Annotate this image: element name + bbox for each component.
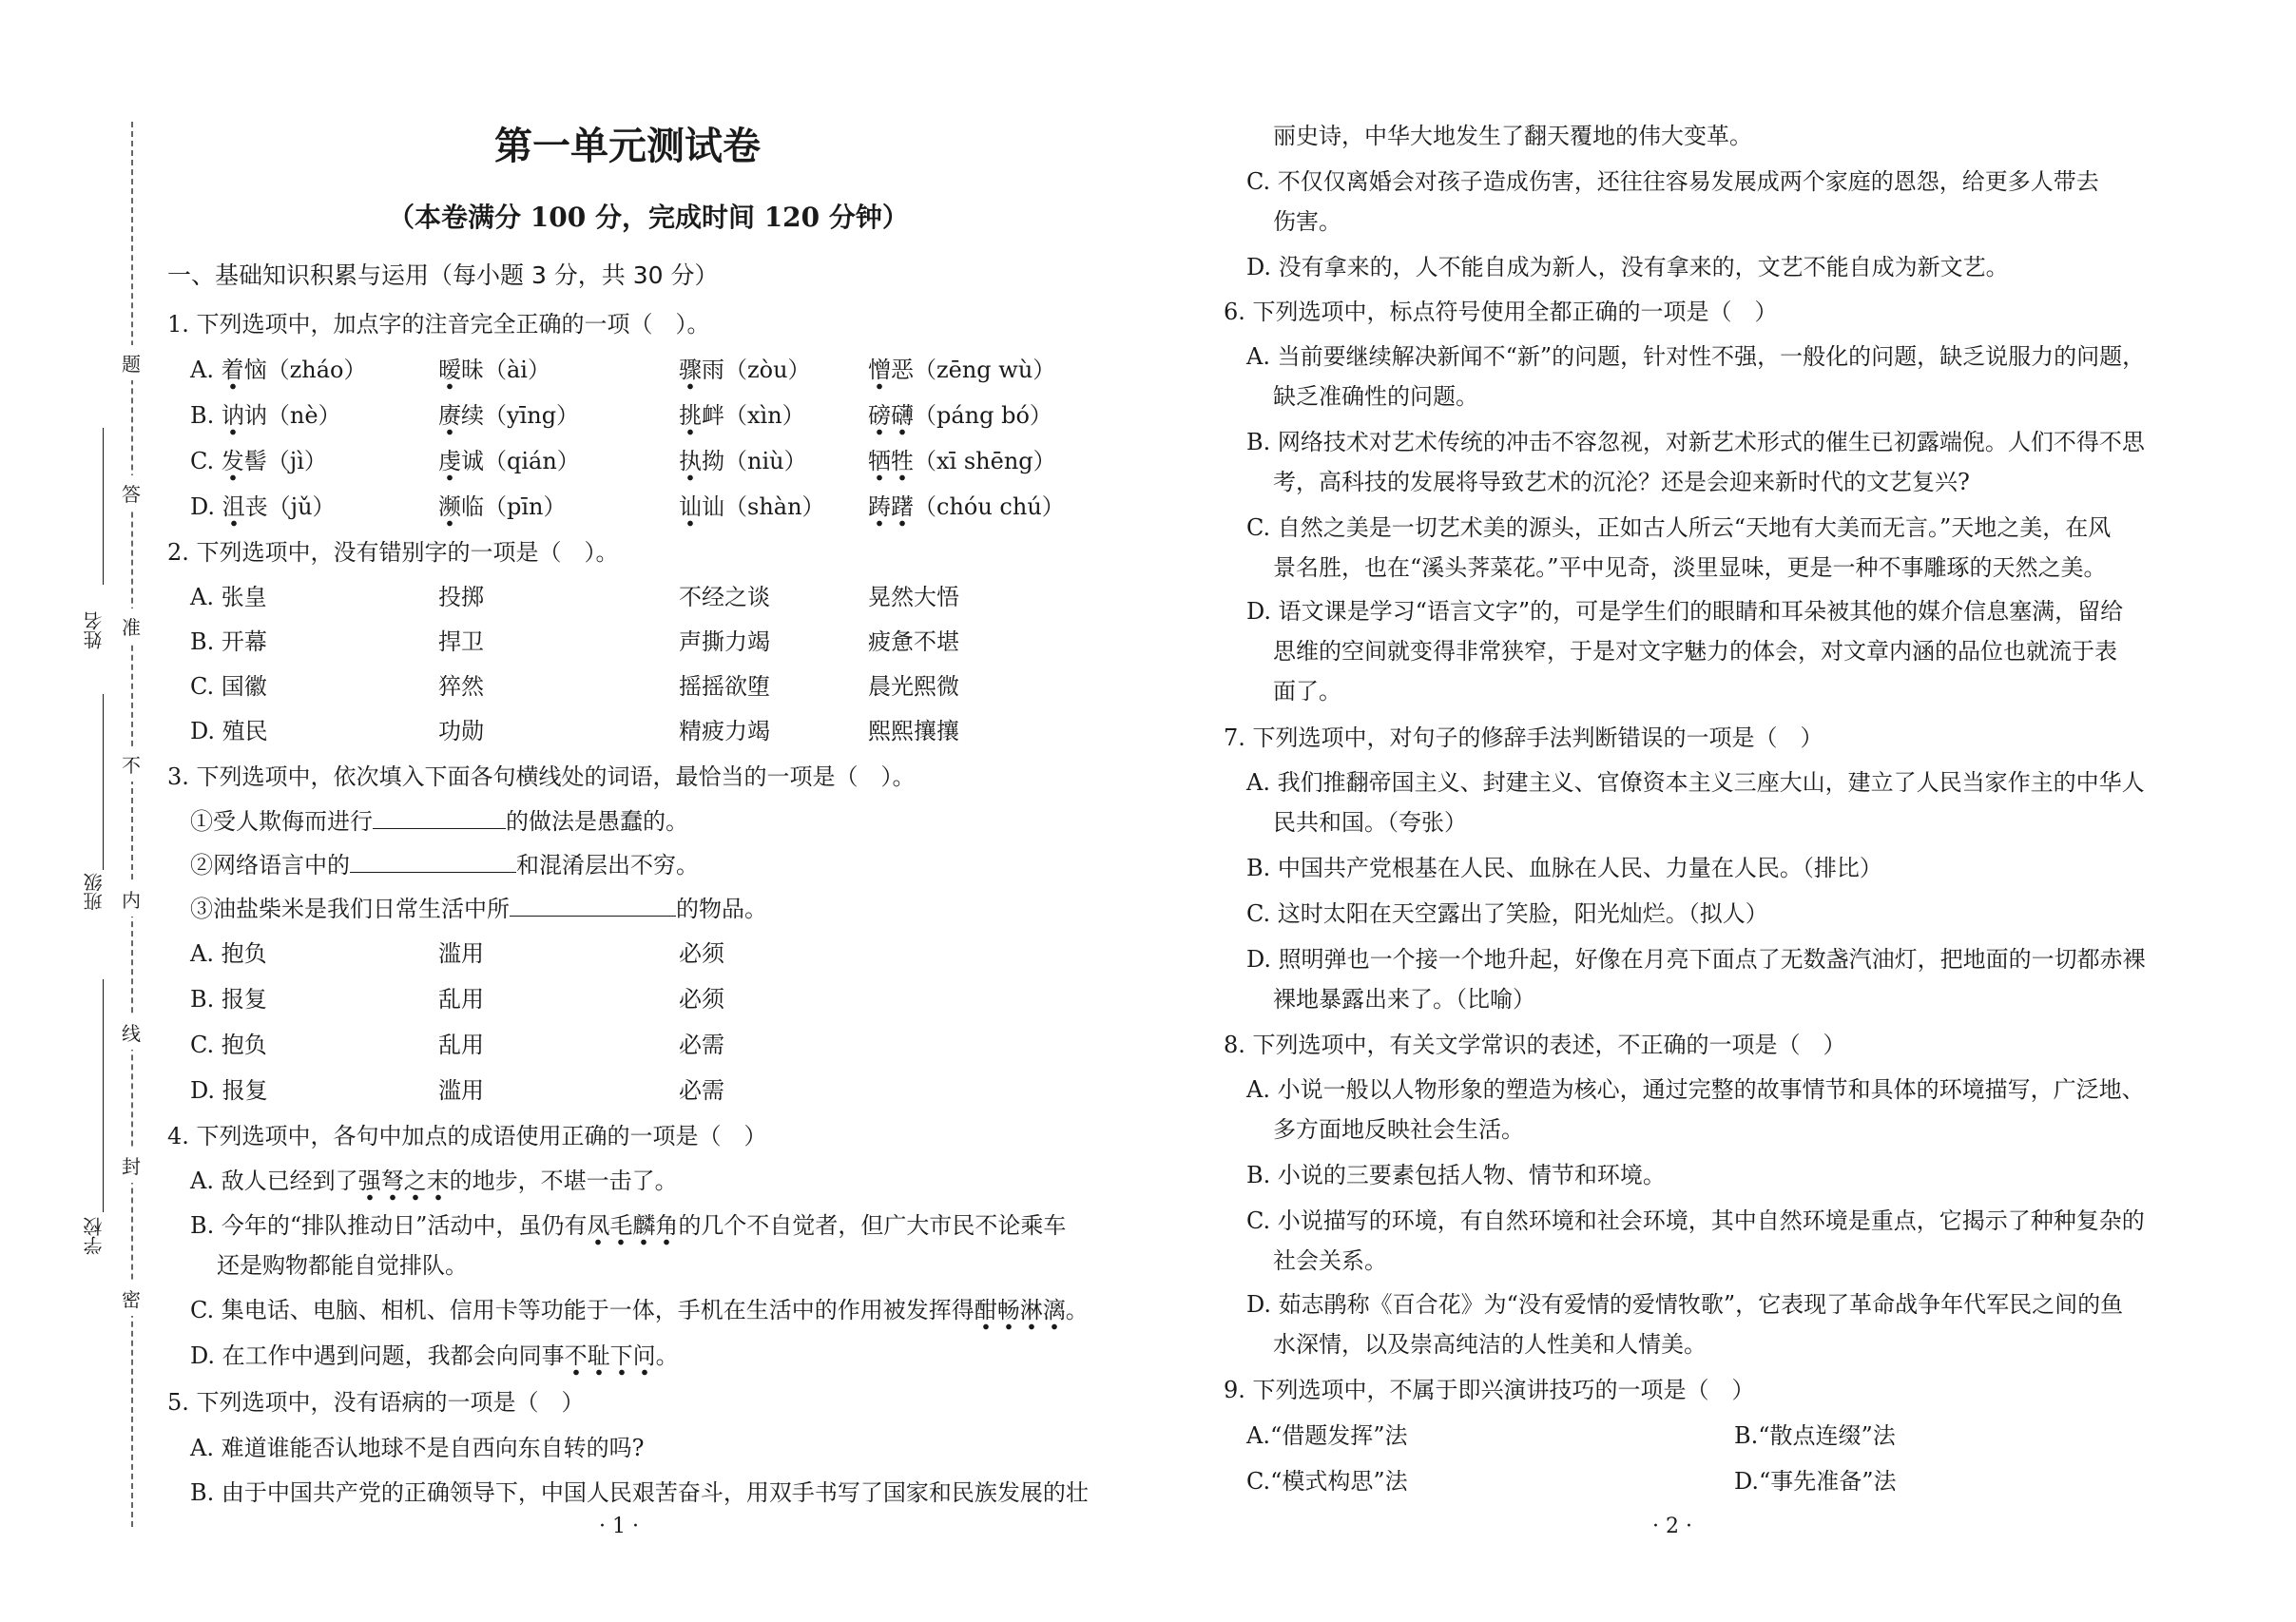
seal-char: 封 [120, 1148, 143, 1183]
q7-option-a: A. 我们推翻帝国主义、封建主义、官僚资本主义三座大山，建立了人民当家作主的中华人 [1246, 769, 2145, 796]
school-field-label: 学校 [83, 1217, 106, 1255]
q2-option: 猝然 [438, 673, 484, 700]
page-number-1: · 1 · [599, 1515, 639, 1538]
q3-option: 滥用 [438, 1077, 484, 1104]
q3-option: 乱用 [438, 986, 484, 1013]
page-number-2: · 2 · [1652, 1515, 1692, 1538]
q7-option-d: D. 照明弹也一个接一个地升起，好像在月亮下面点了无数盏汽油灯，把地面的一切都赤裸 [1246, 946, 2146, 973]
q2-option: 晃然大悟 [868, 584, 959, 610]
q5-option-c-cont: 伤害。 [1273, 208, 1341, 235]
seal-char: 准 [120, 608, 143, 644]
q3-option: 滥用 [438, 940, 484, 967]
q6-option-c-cont: 景名胜，也在“溪头荠菜花。”平中见奇，淡里显味，更是一种不事雕琢的天然之美。 [1273, 554, 2107, 581]
q4-option-d: D. 在工作中遇到问题，我都会向同事不耻下问。 [190, 1342, 679, 1370]
q6-option-b: B. 网络技术对艺术传统的冲击不容忽视，对新艺术形式的催生已初露端倪。人们不得不思 [1246, 429, 2145, 455]
q7-option-a-cont: 民共和国。（夸张） [1273, 809, 1467, 836]
q5-option-a: A. 难道谁能否认地球不是自西向东自转的吗? [190, 1435, 645, 1461]
class-field-label: 班级 [83, 873, 106, 911]
q6-option-a: A. 当前要继续解决新闻不“新”的问题，针对性不强，一般化的问题，缺乏说服力的问题， [1246, 343, 2146, 370]
q3-option: 必需 [679, 1032, 724, 1058]
q6-option-b-cont: 考，高科技的发展将导致艺术的沉沦？还是会迎来新时代的文艺复兴? [1273, 469, 1970, 495]
page-subtitle: （本卷满分 100 分，完成时间 120 分钟） [388, 202, 909, 233]
answer-blank[interactable] [373, 809, 506, 829]
seal-char: 内 [120, 881, 143, 917]
q8-option-c: C. 小说描写的环境，有自然环境和社会环境，其中自然环境是重点，它揭示了种种复杂的 [1246, 1207, 2145, 1234]
q2-option: 功勋 [438, 718, 484, 744]
q3-sentence-2: ②网络语言中的 和混淆层出不穷。 [190, 852, 699, 879]
q2-option: 精疲力竭 [679, 718, 770, 744]
name-field-line [103, 428, 104, 585]
q3-option: B. 报复 [190, 986, 267, 1013]
q1-option-b1: B. 讷讷（nè） [190, 401, 341, 430]
q1-option-a4: 憎恶（zēng wù） [868, 356, 1055, 384]
q3-stem: 3. 下列选项中，依次填入下面各句横线处的词语，最恰当的一项是（ ）。 [167, 763, 916, 790]
q2-option: 晨光熙微 [868, 673, 959, 700]
q1-option-b3: 挑衅（xìn） [679, 401, 805, 430]
q6-option-d-cont: 面了。 [1273, 678, 1341, 705]
q1-option-b4: 磅礴（páng bó） [868, 401, 1052, 430]
q1-option-b2: 赓续（yīng） [438, 401, 579, 430]
q4-option-a: A. 敌人已经到了强弩之末的地步，不堪一击了。 [190, 1167, 678, 1195]
q3-option: A. 抱负 [190, 940, 267, 967]
q8-option-a-cont: 多方面地反映社会生活。 [1273, 1116, 1524, 1143]
q7-stem: 7. 下列选项中，对句子的修辞手法判断错误的一项是（ ） [1224, 724, 1823, 751]
answer-blank[interactable] [510, 897, 676, 917]
q5-option-b: B. 由于中国共产党的正确领导下，中国人民艰苦奋斗，用双手书写了国家和民族发展的壮 [190, 1479, 1089, 1506]
seal-char: 密 [120, 1281, 143, 1316]
q8-option-a: A. 小说一般以人物形象的塑造为核心，通过完整的故事情节和具体的环境描写，广泛地、 [1246, 1076, 2145, 1103]
q9-option-a: A.“借题发挥”法 [1246, 1422, 1408, 1449]
q9-stem: 9. 下列选项中，不属于即兴演讲技巧的一项是（ ） [1224, 1377, 1755, 1403]
q4-option-b-cont: 还是购物都能自觉排队。 [217, 1252, 468, 1279]
q3-sentence-1: ①受人欺侮而进行 的做法是愚蠢的。 [190, 808, 688, 835]
page-title: 第一单元测试卷 [494, 124, 761, 168]
name-field-label: 姓名 [83, 611, 106, 649]
q8-option-b: B. 小说的三要素包括人物、情节和环境。 [1246, 1162, 1666, 1188]
section-heading: 一、基础知识积累与运用（每小题 3 分，共 30 分） [167, 261, 719, 289]
q2-option: 声撕力竭 [679, 628, 770, 655]
q7-option-c: C. 这时太阳在天空露出了笑脸，阳光灿烂。（拟人） [1246, 900, 1768, 927]
q3-option: 必须 [679, 940, 724, 967]
binding-line [131, 122, 133, 1527]
q2-stem: 2. 下列选项中，没有错别字的一项是（ ）。 [167, 539, 619, 566]
q6-option-c: C. 自然之美是一切艺术美的源头，正如古人所云“天地有大美而无言。”天地之美，在风 [1246, 514, 2112, 541]
q1-option-d4: 踌躇（chóu chú） [868, 492, 1065, 521]
class-field-line [103, 694, 104, 870]
q2-option: 捍卫 [438, 628, 484, 655]
q2-option: 不经之谈 [679, 584, 770, 610]
q7-option-d-cont: 裸地暴露出来了。（比喻） [1273, 986, 1535, 1013]
q1-option-d3: 讪讪（shàn） [679, 492, 825, 521]
q3-sentence-3: ③油盐柴米是我们日常生活中所 的物品。 [190, 896, 767, 922]
q8-option-d: D. 茹志鹃称《百合花》为“没有爱情的爱情牧歌”，它表现了革命战争年代军民之间的鱼 [1246, 1291, 2124, 1318]
q1-option-d2: 濒临（pīn） [438, 492, 567, 521]
q1-option-d1: D. 沮丧（jǔ） [190, 492, 336, 521]
q9-option-c: C.“模式构思”法 [1246, 1468, 1408, 1495]
q4-stem: 4. 下列选项中，各句中加点的成语使用正确的一项是（ ） [167, 1123, 767, 1149]
q3-option: 必需 [679, 1077, 724, 1104]
q5-option-c: C. 不仅仅离婚会对孩子造成伤害，还往往容易发展成两个家庭的恩怨，给更多人带去 [1246, 168, 2099, 195]
q6-option-d: D. 语文课是学习“语言文字”的，可是学生们的眼睛和耳朵被其他的媒介信息塞满，留给 [1246, 598, 2124, 625]
q1-stem: 1. 下列选项中，加点字的注音完全正确的一项（ ）。 [167, 311, 710, 338]
q2-option: 疲惫不堪 [868, 628, 959, 655]
q3-option: 乱用 [438, 1032, 484, 1058]
q2-option: B. 开幕 [190, 628, 267, 655]
q5-option-b-cont: 丽史诗，中华大地发生了翻天覆地的伟大变革。 [1273, 123, 1752, 149]
q7-option-b: B. 中国共产党根基在人民、血脉在人民、力量在人民。（排比） [1246, 855, 1882, 881]
q2-option: A. 张皇 [190, 584, 267, 610]
school-field-line [103, 979, 104, 1212]
seal-char: 题 [120, 345, 143, 380]
answer-blank[interactable] [350, 853, 516, 873]
q6-option-a-cont: 缺乏准确性的问题。 [1273, 383, 1478, 410]
q4-option-c: C. 集电话、电脑、相机、信用卡等功能于一体，手机在生活中的作用被发挥得酣畅淋漓。 [190, 1296, 1089, 1324]
q6-option-d-cont: 思维的空间就变得非常狭窄，于是对文字魅力的体会，对文章内涵的品位也就流于表 [1273, 638, 2117, 665]
q1-option-c3: 执拗（niù） [679, 447, 807, 475]
q1-option-a2: 暧昧（ài） [438, 356, 550, 384]
q4-option-b: B. 今年的“排队推动日”活动中，虽仍有凤毛麟角的几个不自觉者，但广大市民不论乘车 [190, 1211, 1066, 1240]
q8-stem: 8. 下列选项中，有关文学常识的表述，不正确的一项是（ ） [1224, 1032, 1846, 1058]
q2-option: 投掷 [438, 584, 484, 610]
q1-option-c1: C. 发髻（jì） [190, 447, 327, 475]
q9-option-b: B.“散点连缀”法 [1734, 1422, 1896, 1449]
seal-char: 答 [120, 475, 143, 511]
q3-option: D. 报复 [190, 1077, 268, 1104]
q8-option-c-cont: 社会关系。 [1273, 1247, 1387, 1274]
q3-option: 必须 [679, 986, 724, 1013]
q2-option: D. 殖民 [190, 718, 268, 744]
q2-option: 熙熙攘攘 [868, 718, 959, 744]
seal-char: 线 [120, 1014, 143, 1050]
q5-stem: 5. 下列选项中，没有语病的一项是（ ） [167, 1389, 585, 1416]
seal-char: 不 [120, 746, 143, 782]
q8-option-d-cont: 水深情，以及崇高纯洁的人性美和人情美。 [1273, 1331, 1707, 1358]
q2-option: 摇摇欲堕 [679, 673, 770, 700]
q1-option-c2: 虔诚（qián） [438, 447, 580, 475]
q1-option-a1: A. 着恼（zháo） [190, 356, 366, 384]
q2-option: C. 国徽 [190, 673, 267, 700]
q1-option-c4: 牺牲（xī shēng） [868, 447, 1056, 475]
q9-option-d: D.“事先准备”法 [1734, 1468, 1897, 1495]
q5-option-d: D. 没有拿来的，人不能自成为新人，没有拿来的，文艺不能自成为新文艺。 [1246, 254, 2009, 280]
q3-option: C. 抱负 [190, 1032, 267, 1058]
q1-option-a3: 骤雨（zòu） [679, 356, 811, 384]
q6-stem: 6. 下列选项中，标点符号使用全都正确的一项是（ ） [1224, 299, 1778, 325]
